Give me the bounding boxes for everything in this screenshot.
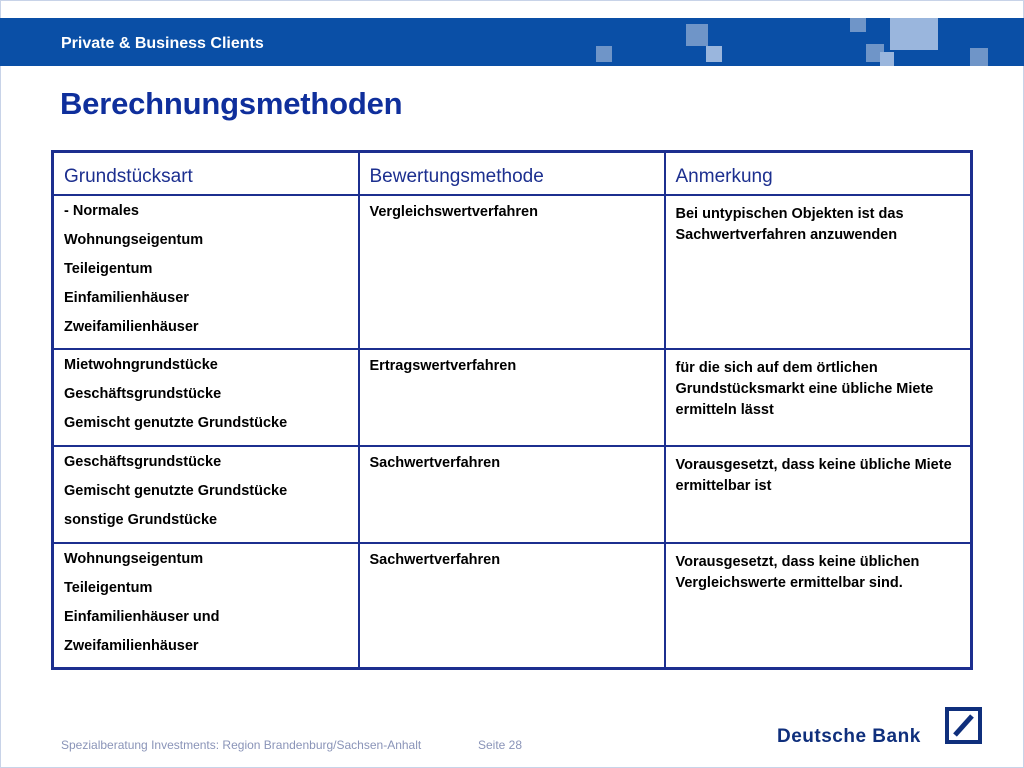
header-bar: [0, 18, 1024, 66]
method-cell: Sachwertverfahren: [359, 543, 665, 669]
deutsche-bank-slash-logo-icon: [945, 707, 982, 744]
decor-square: [850, 18, 866, 32]
property-type: Einfamilienhäuser: [64, 289, 189, 306]
note-cell: Bei untypischen Objekten ist das Sachwertverfahren anzuwenden: [665, 195, 972, 349]
method-cell: Ertragswertverfahren: [359, 349, 665, 446]
property-type: Teileigentum: [64, 260, 153, 277]
property-type: Geschäftsgrundstücke: [64, 453, 222, 470]
methods-table: [51, 150, 973, 670]
header-title: Private & Business Clients: [61, 35, 264, 52]
property-type: Teileigentum: [64, 579, 153, 596]
property-type: Gemischt genutzte Grundstücke: [64, 482, 288, 499]
property-types-cell: [53, 446, 359, 543]
property-type: Zweifamilienhäuser: [64, 318, 199, 335]
property-type: Wohnungseigentum: [64, 231, 204, 248]
note-cell: Vorausgesetzt, dass keine üblichen Vergleichswerte ermittelbar sind.: [665, 543, 972, 669]
column-header: Anmerkung: [665, 152, 972, 195]
column-header: Bewertungsmethode: [359, 152, 665, 195]
property-types-cell: [53, 543, 359, 669]
decor-square: [880, 52, 894, 66]
decor-square: [706, 46, 722, 62]
property-type: Zweifamilienhäuser: [64, 637, 199, 654]
property-type: Mietwohngrundstücke: [64, 356, 218, 373]
property-type: Wohnungseigentum: [64, 550, 204, 567]
property-type: Einfamilienhäuser und: [64, 608, 220, 625]
note-cell: Vorausgesetzt, dass keine übliche Miete ermittelbar ist: [665, 446, 972, 543]
method-cell: Sachwertverfahren: [359, 446, 665, 543]
property-type: Geschäftsgrundstücke: [64, 385, 222, 402]
decor-square: [890, 18, 938, 50]
footer-description: Spezialberatung Investments: Region Brandenburg/Sachsen-Anhalt: [61, 738, 422, 752]
table-row: [53, 349, 972, 446]
table-row: [53, 195, 972, 349]
column-header: Grundstücksart: [53, 152, 359, 195]
table-row: [53, 446, 972, 543]
table-header-row: [53, 152, 972, 195]
decor-square: [596, 46, 612, 62]
property-type: - Normales: [64, 202, 139, 219]
decor-square: [970, 48, 988, 66]
brand-name: Deutsche Bank: [777, 726, 921, 747]
footer-page-number: Seite 28: [478, 738, 523, 752]
property-types-cell: [53, 195, 359, 349]
decor-square: [686, 24, 708, 46]
method-cell: Vergleichswertverfahren: [359, 195, 665, 349]
note-cell: für die sich auf dem örtlichen Grundstücksmarkt eine übliche Miete ermitteln lässt: [665, 349, 972, 446]
table-row: [53, 543, 972, 669]
property-types-cell: [53, 349, 359, 446]
page-title: Berechnungsmethoden: [60, 86, 403, 121]
property-type: Gemischt genutzte Grundstücke: [64, 414, 288, 431]
property-type: sonstige Grundstücke: [64, 511, 218, 528]
